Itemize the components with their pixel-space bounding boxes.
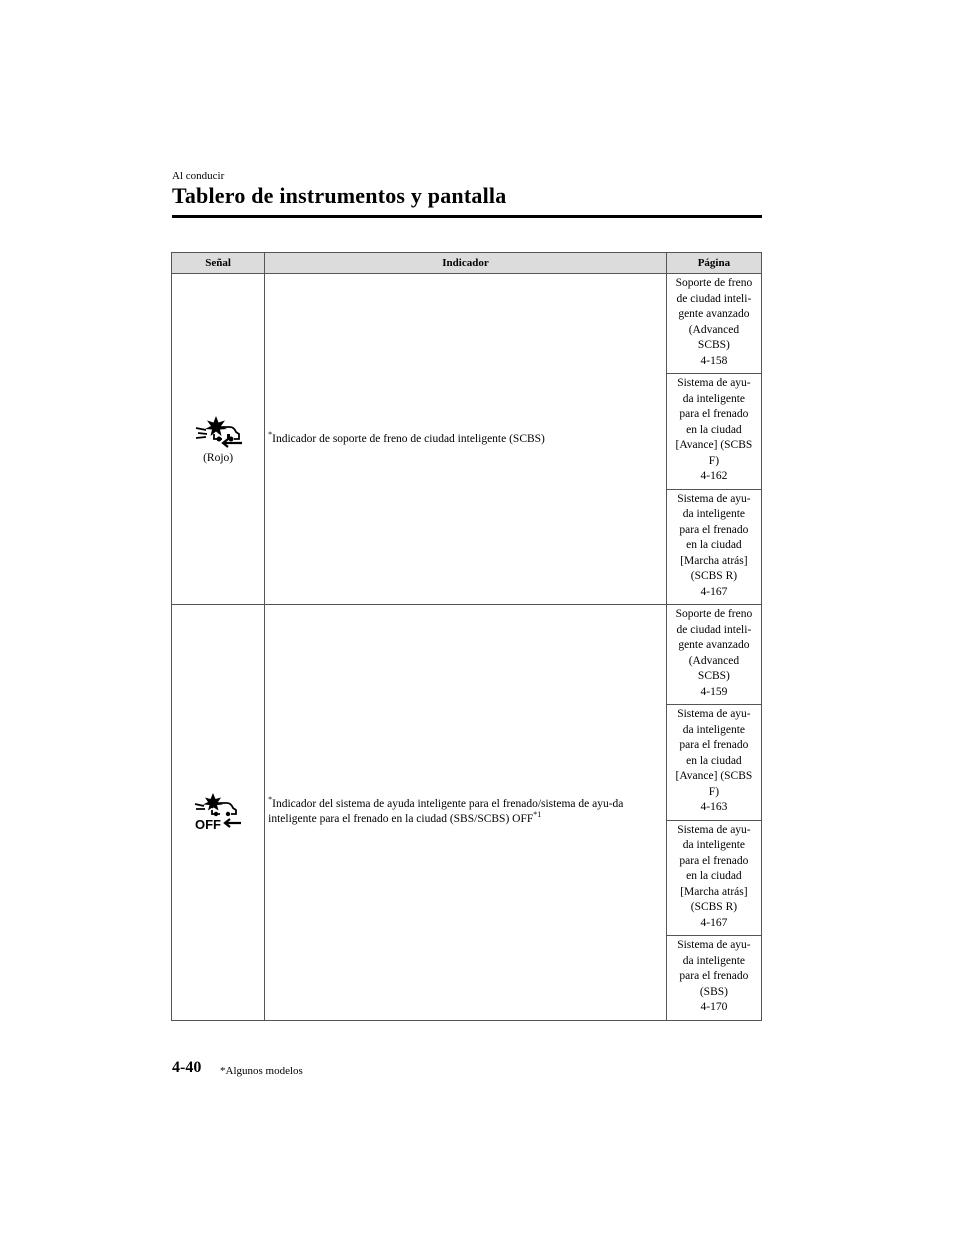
page-ref-cell: Sistema de ayu- da inteligente para el frenado (SBS) 4-170 (666, 936, 761, 1021)
page-ref-cell: Sistema de ayu- da inteligente para el frenado en la ciudad [Marcha atrás] (SCBS R) 4-167 (666, 489, 761, 605)
table-row (172, 605, 762, 705)
page-ref-cell: Sistema de ayu- da inteligente para el frenado en la ciudad [Avance] (SCBS F) 4-163 (666, 705, 761, 821)
signal-cell (172, 605, 265, 1021)
availability-mark: * (268, 795, 273, 805)
column-header-signal: Señal (172, 253, 265, 274)
indicator-description: Indicador del sistema de ayuda inteligente para el frenado/sistema de ayu-da inteligente para el frenado en la ciudad (SBS/SCBS) OFF (268, 798, 624, 826)
scbs-warning-icon (192, 414, 244, 448)
page-number: 4-40 (172, 1059, 202, 1076)
page-ref-cell: Soporte de freno de ciudad inteli- gente avanzado (Advanced SCBS) 4-158 (666, 274, 761, 374)
signal-cell (172, 274, 265, 605)
availability-mark: * (268, 429, 273, 439)
page-ref-cell: Sistema de ayu- da inteligente para el frenado en la ciudad [Avance] (SCBS F) 4-162 (666, 374, 761, 490)
page-ref-cell: Sistema de ayu- da inteligente para el frenado en la ciudad [Marcha atrás] (SCBS R) 4-167 (666, 820, 761, 936)
off-label: OFF (195, 817, 222, 833)
page-ref-cell: Soporte de freno de ciudad inteli- gente avanzado (Advanced SCBS) 4-159 (666, 605, 761, 705)
indicator-table (171, 252, 762, 1021)
title-rule (172, 215, 762, 218)
sbs-scbs-off-icon (193, 792, 243, 832)
footnote: *Algunos modelos (220, 1065, 303, 1077)
indicator-cell (265, 605, 667, 1021)
signal-color-note: (Rojo) (203, 452, 234, 464)
page-title: Tablero de instrumentos y pantalla (172, 183, 507, 208)
table-header-row (172, 253, 762, 274)
indicator-cell (265, 274, 667, 605)
table-row (172, 274, 762, 374)
footnote-ref: *1 (533, 810, 542, 820)
column-header-page: Página (666, 253, 761, 274)
indicator-description: Indicador de soporte de freno de ciudad inteligente (SCBS) (272, 432, 545, 445)
section-label: Al conducir (172, 170, 225, 182)
column-header-indicator: Indicador (265, 253, 667, 274)
